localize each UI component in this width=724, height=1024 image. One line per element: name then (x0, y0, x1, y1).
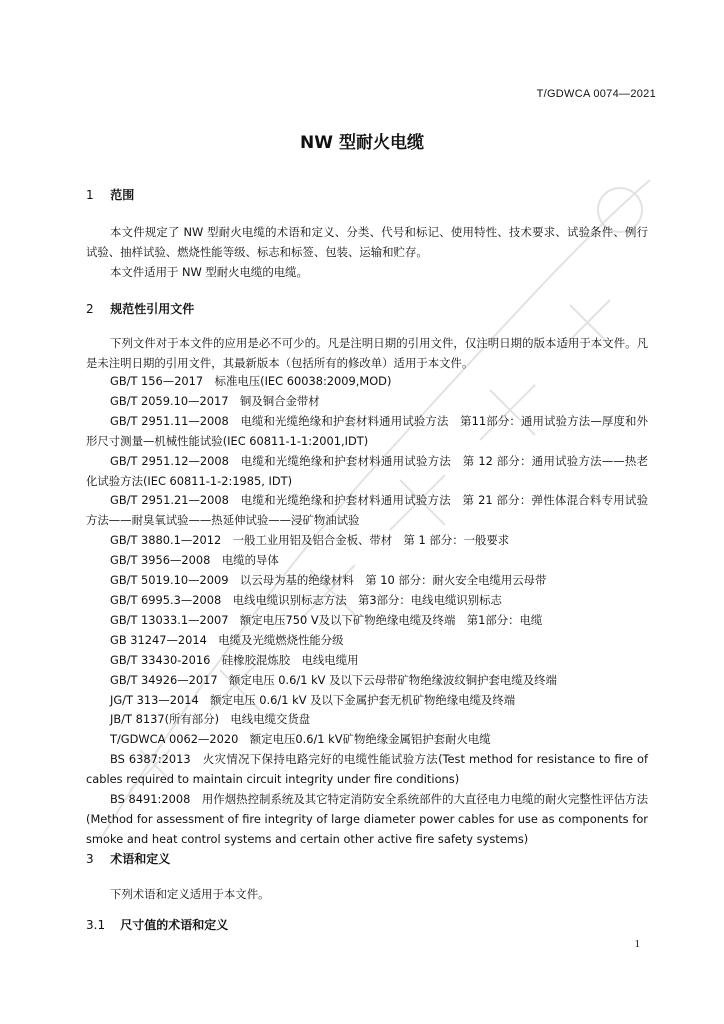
reference-item: BS 8491:2008 用作烟热控制系统及其它特定消防安全系统部件的大直径电力电缆的耐火完整性评估方法(Method for assessment of fire integrity of large diameter power cables for use as components for smoke and heat control systems and certain other active fire safety systems) (86, 792, 648, 846)
reference-item: GB 31247—2014 电缆及光缆燃烧性能分级 (110, 632, 344, 647)
reference-item: GB/T 2951.21—2008 电缆和光缆绝缘和护套材料通用试验方法 第 21 部分：弹性体混合料专用试验方法——耐臭氧试验——热延伸试验——浸矿物油试验 (86, 493, 648, 528)
reference-item: BS 6387:2013 火灾情况下保持电路完好的电缆性能试验方法(Test method for resistance to fire of cables required to maintain circuit integrity under fire conditions) (86, 752, 648, 787)
reference-item: GB/T 156—2017 标准电压(IEC 60038:2009,MOD) (110, 374, 392, 388)
reference-item: GB/T 2951.11—2008 电缆和光缆绝缘和护套材料通用试验方法 第11部分：通用试验方法—厚度和外形尺寸测量—机械性能试验(IEC 60811-1-1:2001,IDT) (86, 413, 648, 448)
reference-item: JB/T 8137(所有部分) 电线电缆交货盘 (110, 712, 311, 727)
reference-item: GB/T 2951.12—2008 电缆和光缆绝缘和护套材料通用试验方法 第 12 部分：通用试验方法——热老化试验方法(IEC 60811-1-2:1985, IDT) (86, 453, 648, 488)
section-heading-normative-references (86, 300, 194, 317)
document-code: T/GDWCA 0074—2021 (536, 88, 656, 100)
reference-item: GB/T 6995.3—2008 电线电缆识别标志方法 第3部分：电线电缆识别标志 (110, 592, 502, 607)
section-heading-scope (86, 186, 134, 203)
reference-item: GB/T 33430-2016 硅橡胶混炼胶 电线电缆用 (110, 652, 359, 667)
scope-paragraph-1: 本文件规定了 NW 型耐火电缆的术语和定义、分类、代号和标记、使用特性、技术要求、试验条件、例行试验、抽样试验、燃烧性能等级、标志和标签、包装、运输和贮存。 (86, 225, 648, 259)
section-title: 规范性引用文件 (110, 302, 195, 316)
reference-item: JG/T 313—2014 额定电压 0.6/1 kV 及以下金属护套无机矿物绝缘电缆及终端 (110, 692, 516, 707)
subsection-number: 3.1 (86, 918, 106, 932)
normative-intro: 下列文件对于本文件的应用是必不可少的。凡是注明日期的引用文件，仅注明日期的版本适用于本文件。凡是未注明日期的引用文件，其最新版本（包括所有的修改单）适用于本文件。 (86, 336, 648, 370)
subsection-title: 尺寸值的术语和定义 (120, 918, 229, 932)
page-number: 1 (634, 938, 640, 950)
section-heading-terms (86, 850, 170, 867)
reference-item: GB/T 34926—2017 额定电压 0.6/1 kV 及以下云母带矿物绝缘波纹铜护套电缆及终端 (110, 672, 557, 687)
reference-item: GB/T 3956—2008 电缆的导体 (110, 553, 279, 568)
terms-intro: 下列术语和定义适用于本文件。 (110, 887, 270, 901)
reference-item: T/GDWCA 0062—2020 额定电压0.6/1 kV矿物绝缘金属铝护套耐火电缆 (110, 732, 491, 747)
section-title: 范围 (110, 188, 135, 202)
section-number: 1 (86, 188, 94, 202)
section-number: 3 (86, 852, 94, 866)
document-title: NW 型耐火电缆 (300, 133, 424, 153)
reference-item: GB/T 5019.10—2009 以云母为基的绝缘材料 第 10 部分：耐火安全电缆用云母带 (110, 573, 547, 588)
reference-item: GB/T 2059.10—2017 铜及铜合金带材 (110, 393, 320, 408)
section-title: 术语和定义 (110, 852, 171, 866)
reference-item: GB/T 13033.1—2007 额定电压750 V及以下矿物绝缘电缆及终端 第1部分：电缆 (110, 612, 543, 627)
section-number: 2 (86, 302, 94, 316)
subsection-heading-dimension-terms (86, 916, 228, 933)
scope-paragraph-2: 本文件适用于 NW 型耐火电缆的电缆。 (110, 265, 308, 279)
reference-item: GB/T 3880.1—2012 一般工业用铝及铝合金板、带材 第 1 部分：一般要求 (110, 533, 510, 548)
reference-list (86, 372, 648, 850)
